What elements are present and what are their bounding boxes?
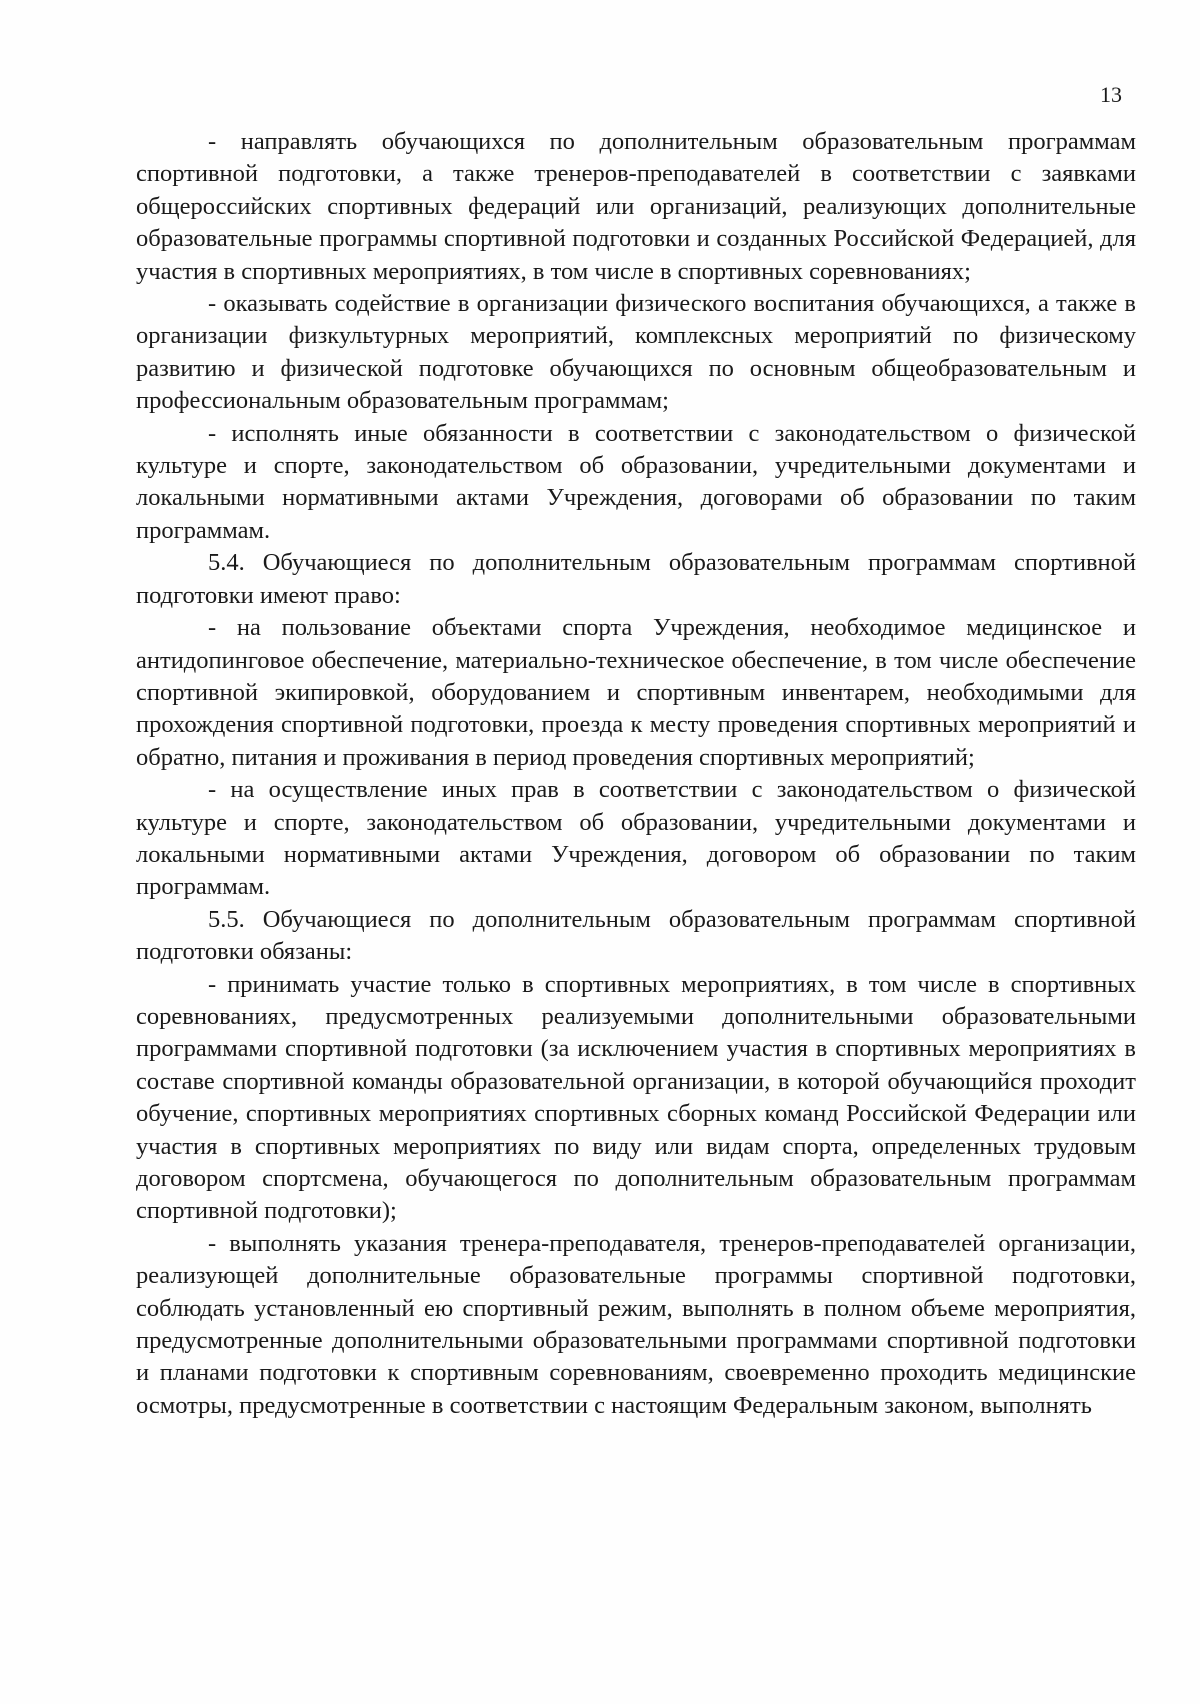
paragraph-5-5-obligations-heading: 5.5. Обучающиеся по дополнительным образовательным программам спортивной подготовки обязаны: <box>136 905 1136 966</box>
paragraph-obligation-participate: - принимать участие только в спортивных мероприятиях, в том числе в спортивных соревнованиях, предусмотренных реализуемыми дополнительными образовательными программами спортивной подготовки (за исключением участия в спортивных мероприятиях в составе спортивной команды образовательной организации, в которой обучающийся проходит обучение, спортивных мероприятиях спортивных сборных команд Российской Федерации или участия в спортивных мероприятиях по виду или видам спорта, определенных трудовым договором спортсмена, обучающегося по дополнительным образовательным программам спортивной подготовки); <box>136 970 1136 1225</box>
paragraph-assist-physical-education: - оказывать содействие в организации физического воспитания обучающихся, а также в организации физкультурных мероприятий, комплексных мероприятий по физическому развитию и физической подготовке обучающихся по основным общеобразовательным и профессиональным образовательным программам; <box>136 290 1136 415</box>
document-body <box>136 126 1136 1422</box>
page-number: 13 <box>1100 82 1122 107</box>
paragraph-other-duties: - исполнять иные обязанности в соответствии с законодательством о физической культуре и спорте, законодательством об образовании, учредительными документами и локальными нормативными актами Учреждения, договорами об образовании по таким программам. <box>136 419 1136 544</box>
paragraph-obligation-follow-coach: - выполнять указания тренера-преподавателя, тренеров-преподавателей организации, реализующей дополнительные образовательные программы спортивной подготовки, соблюдать установленный ею спортивный режим, выполнять в полном объеме мероприятия, предусмотренные дополнительными образовательными программами спортивной подготовки и планами подготовки к спортивным соревнованиям, своевременно проходить медицинские осмотры, предусмотренные в соответствии с настоящим Федеральным законом, выполнять <box>136 1229 1136 1419</box>
paragraph-right-use-facilities: - на пользование объектами спорта Учреждения, необходимое медицинское и антидопинговое обеспечение, материально-техническое обеспечение, в том числе обеспечение спортивной экипировкой, оборудованием и спортивным инвентарем, необходимыми для прохождения спортивной подготовки, проезда к месту проведения спортивных мероприятий и обратно, питания и проживания в период проведения спортивных мероприятий; <box>136 614 1136 771</box>
paragraph-right-other: - на осуществление иных прав в соответствии с законодательством о физической культуре и спорте, законодательством об образовании, учредительными документами и локальными нормативными актами Учреждения, договором об образовании по таким программам. <box>136 776 1136 901</box>
paragraph-direct-students: - направлять обучающихся по дополнительным образовательным программам спортивной подготовки, а также тренеров-преподавателей в соответствии с заявками общероссийских спортивных федераций или организаций, реализующих дополнительные образовательные программы спортивной подготовки и созданных Российской Федерацией, для участия в спортивных мероприятиях, в том числе в спортивных соревнованиях; <box>136 128 1136 285</box>
paragraph-5-4-rights-heading: 5.4. Обучающиеся по дополнительным образовательным программам спортивной подготовки имеют право: <box>136 549 1136 609</box>
